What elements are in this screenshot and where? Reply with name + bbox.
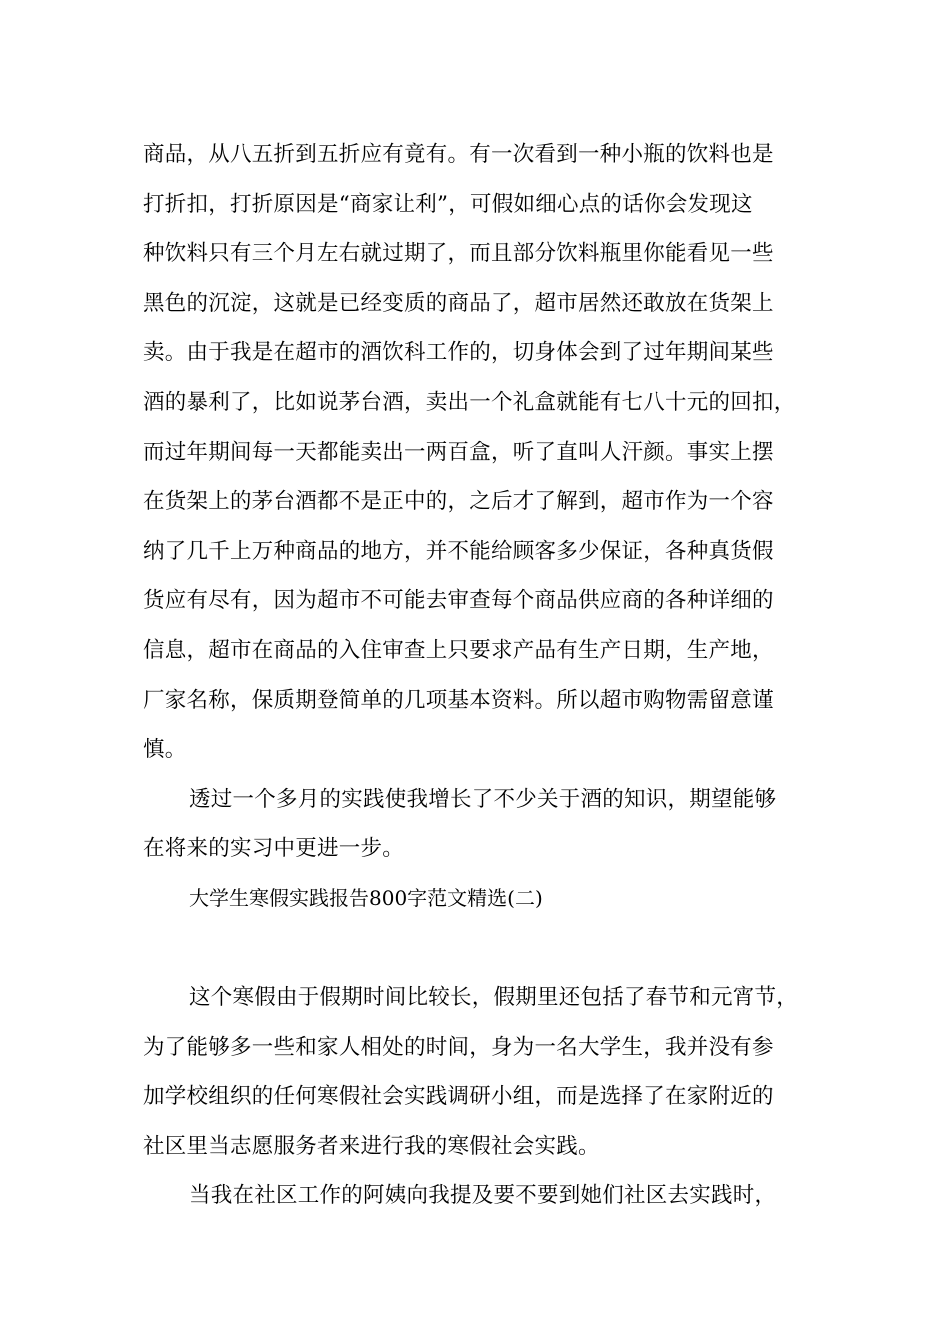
section-heading: 大学生寒假实践报告800字范文精选(二) bbox=[189, 885, 543, 910]
text-line: 在货架上的茅台酒都不是正中的，之后才了解到，超市作为一个容 bbox=[143, 489, 774, 515]
text-line: 货应有尽有，因为超市不可能去审查每个商品供应商的各种详细的 bbox=[143, 588, 774, 614]
document-body bbox=[143, 130, 833, 1221]
text-line: 信息，超市在商品的入住审查上只要求产品有生产日期，生产地， bbox=[143, 637, 774, 663]
text-line: 酒的暴利了，比如说茅台酒，卖出一个礼盒就能有七八十元的回扣， bbox=[143, 389, 796, 415]
paragraph-conclusion bbox=[143, 775, 833, 874]
text-line: 黑色的沉淀，这就是已经变质的商品了，超市居然还敢放在货架上 bbox=[143, 290, 774, 316]
text-line: 当我在社区工作的阿姨向我提及要不要到她们社区去实践时， bbox=[189, 1183, 777, 1209]
text-line: 种饮料只有三个月左右就过期了，而且部分饮料瓶里你能看见一些 bbox=[143, 241, 774, 267]
text-line: 厂家名称，保质期登简单的几项基本资料。所以超市购物需留意谨 bbox=[143, 687, 774, 713]
paragraph-winter-break-intro bbox=[143, 973, 833, 1171]
text-line: 商品，从八五折到五折应有竟有。有一次看到一种小瓶的饮料也是 bbox=[143, 142, 774, 167]
text-line: 卖。由于我是在超市的酒饮科工作的，切身体会到了过年期间某些 bbox=[143, 340, 774, 366]
text-line: 纳了几千上万种商品的地方，并不能给顾客多少保证，各种真货假 bbox=[143, 538, 774, 564]
blank-line bbox=[143, 924, 833, 974]
text-line: 社区里当志愿服务者来进行我的寒假社会实践。 bbox=[143, 1133, 600, 1159]
text-line: 加学校组织的任何寒假社会实践调研小组，而是选择了在家附近的 bbox=[143, 1084, 774, 1110]
text-line: 慎。 bbox=[143, 737, 187, 763]
text-line: 打折扣，打折原因是“商家让利”，可假如细心点的话你会发现这 bbox=[143, 191, 753, 217]
text-line: 而过年期间每一天都能卖出一两百盒，听了直叫人汗颜。事实上摆 bbox=[143, 439, 774, 465]
paragraph-community-work bbox=[143, 1171, 833, 1221]
text-line: 透过一个多月的实践使我增长了不少关于酒的知识，期望能够 bbox=[189, 786, 777, 812]
text-line: 为了能够多一些和家人相处的时间，身为一名大学生，我并没有参 bbox=[143, 1034, 774, 1060]
paragraph-supermarket-experience bbox=[143, 130, 833, 775]
text-line: 这个寒假由于假期时间比较长，假期里还包括了春节和元宵节， bbox=[189, 985, 799, 1011]
text-line: 在将来的实习中更进一步。 bbox=[143, 836, 405, 862]
